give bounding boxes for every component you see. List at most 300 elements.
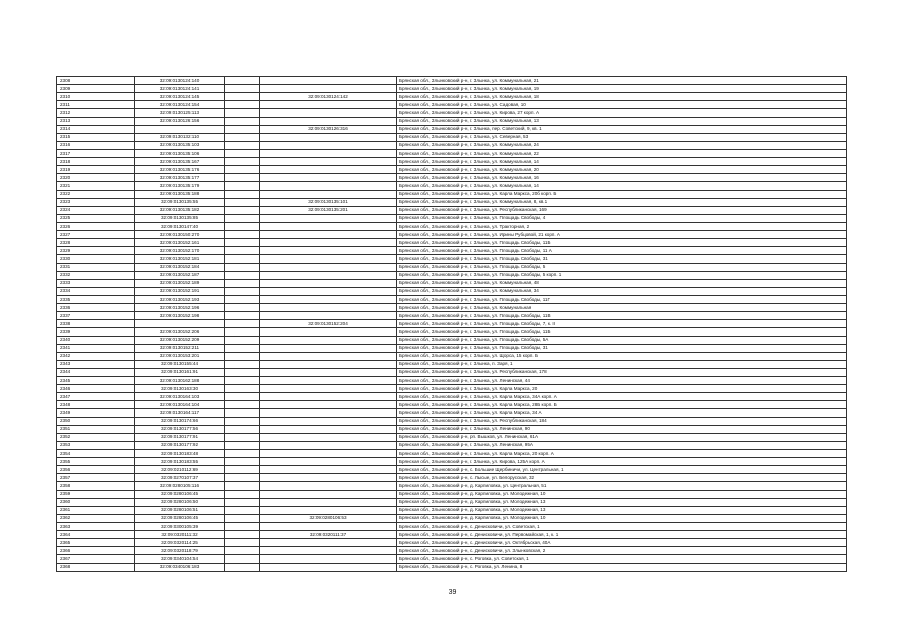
address-cell: Брянская обл., Злынковский р-н, с. Роговка, ул. Советская, 1 xyxy=(397,555,847,563)
table-row xyxy=(57,190,847,198)
cadastral-number-cell: 32:09:0130124:145 xyxy=(135,93,225,101)
table-row xyxy=(57,377,847,385)
table-row xyxy=(57,271,847,279)
linked-cadastral-number-cell xyxy=(260,222,397,230)
cadastral-number-cell: 32:09:0130135:106 xyxy=(135,149,225,157)
cadastral-number-cell: 32:09:0130174:66 xyxy=(135,417,225,425)
table-row xyxy=(57,109,847,117)
address-cell: Брянская обл., Злынковский р-н, г. Злынка, ул. Республиканская, 178 xyxy=(397,368,847,376)
address-cell: Брянская обл., Злынковский р-н, с. Денисковичи, ул. Советская, 1 xyxy=(397,523,847,531)
cadastral-number-cell: 32:09:0130152:181 xyxy=(135,255,225,263)
linked-cadastral-number-cell xyxy=(260,328,397,336)
table-row xyxy=(57,133,847,141)
blank-cell xyxy=(225,368,260,376)
blank-cell xyxy=(225,563,260,571)
blank-cell xyxy=(225,450,260,458)
cadastral-number-cell: 32:09:0130177:56 xyxy=(135,425,225,433)
table-row xyxy=(57,425,847,433)
row-number-cell: 2317 xyxy=(57,149,135,157)
blank-cell xyxy=(225,506,260,514)
cadastral-number-cell: 32:09:0130124:154 xyxy=(135,101,225,109)
cadastral-number-cell: 32:09:0130135:188 xyxy=(135,190,225,198)
linked-cadastral-number-cell xyxy=(260,190,397,198)
blank-cell xyxy=(225,85,260,93)
blank-cell xyxy=(225,304,260,312)
blank-cell xyxy=(225,166,260,174)
linked-cadastral-number-cell xyxy=(260,182,397,190)
linked-cadastral-number-cell xyxy=(260,239,397,247)
cadastral-number-cell: 32:09:0130177:91 xyxy=(135,433,225,441)
address-cell: Брянская обл., Злынковский р-н, г. Злынка, ул. Ирины Рубцовой, 21 корп. А xyxy=(397,231,847,239)
linked-cadastral-number-cell xyxy=(260,271,397,279)
cadastral-number-cell: 32:09:0130183:48 xyxy=(135,450,225,458)
table-row xyxy=(57,279,847,287)
table-row xyxy=(57,336,847,344)
table-row xyxy=(57,417,847,425)
row-number-cell: 2348 xyxy=(57,401,135,409)
address-cell: Брянская обл., Злынковский р-н, с. Денисковичи, ул. Злынковская, 2 xyxy=(397,547,847,555)
row-number-cell: 2323 xyxy=(57,198,135,206)
blank-cell xyxy=(225,190,260,198)
blank-cell xyxy=(225,441,260,449)
table-row xyxy=(57,466,847,474)
blank-cell xyxy=(225,101,260,109)
page-number: 39 xyxy=(448,589,457,596)
table-row xyxy=(57,93,847,101)
row-number-cell: 2337 xyxy=(57,312,135,320)
table-row xyxy=(57,514,847,522)
table-row xyxy=(57,77,847,85)
address-cell: Брянская обл., Злынковский р-н, г. Злынка, пер. Советский, 9, кв. 1 xyxy=(397,125,847,133)
linked-cadastral-number-cell xyxy=(260,231,397,239)
cadastral-number-cell: 32:09:0130161:91 xyxy=(135,368,225,376)
address-cell: Брянская обл., Злынковский р-н, г. Злынка, ул. Площадь Свободы, 5А xyxy=(397,336,847,344)
blank-cell xyxy=(225,255,260,263)
row-number-cell: 2341 xyxy=(57,344,135,352)
row-number-cell: 2350 xyxy=(57,417,135,425)
blank-cell xyxy=(225,206,260,214)
blank-cell xyxy=(225,360,260,368)
cadastral-number-cell: 32:09:0340104:54 xyxy=(135,555,225,563)
table-row xyxy=(57,401,847,409)
cadastral-number-cell: 32:09:0130153:201 xyxy=(135,352,225,360)
cadastral-number-cell xyxy=(135,320,225,328)
blank-cell xyxy=(225,214,260,222)
table-row xyxy=(57,547,847,555)
linked-cadastral-number-cell xyxy=(260,352,397,360)
cadastral-number-cell: 32:09:0130126:156 xyxy=(135,117,225,125)
cadastral-number-cell: 32:09:0130152:198 xyxy=(135,312,225,320)
table-row xyxy=(57,498,847,506)
linked-cadastral-number-cell xyxy=(260,166,397,174)
table-row xyxy=(57,231,847,239)
row-number-cell: 2310 xyxy=(57,93,135,101)
table-row xyxy=(57,393,847,401)
row-number-cell: 2349 xyxy=(57,409,135,417)
blank-cell xyxy=(225,239,260,247)
table-row xyxy=(57,125,847,133)
address-cell: Брянская обл., Злынковский р-н, г. Злынка, ул. Карла Маркса, 34А корп. А xyxy=(397,393,847,401)
blank-cell xyxy=(225,295,260,303)
row-number-cell: 2360 xyxy=(57,498,135,506)
cadastral-number-cell: 32:09:0130124:141 xyxy=(135,85,225,93)
cadastral-number-cell: 32:09:0130135:182 xyxy=(135,206,225,214)
row-number-cell: 2318 xyxy=(57,158,135,166)
table-row xyxy=(57,563,847,571)
blank-cell xyxy=(225,77,260,85)
linked-cadastral-number-cell xyxy=(260,368,397,376)
row-number-cell: 2343 xyxy=(57,360,135,368)
row-number-cell: 2325 xyxy=(57,214,135,222)
address-cell: Брянская обл., Злынковский р-н, г. Злынка, ул. Площадь Свободы, 7, к. II xyxy=(397,320,847,328)
row-number-cell: 2320 xyxy=(57,174,135,182)
row-number-cell: 2335 xyxy=(57,295,135,303)
blank-cell xyxy=(225,133,260,141)
row-number-cell: 2342 xyxy=(57,352,135,360)
cadastral-number-cell: 32:09:0340106:183 xyxy=(135,563,225,571)
address-cell: Брянская обл., Злынковский р-н, г. Злынка, ул. Площадь Свободы, 11Г xyxy=(397,295,847,303)
table-row xyxy=(57,555,847,563)
cadastral-number-cell: 32:09:0130135:176 xyxy=(135,166,225,174)
row-number-cell: 2355 xyxy=(57,458,135,466)
cadastral-number-cell: 32:09:0130164:104 xyxy=(135,401,225,409)
row-number-cell: 2313 xyxy=(57,117,135,125)
address-cell: Брянская обл., Злынковский р-н, г. Злынка, ул. Площадь Свободы, 31 xyxy=(397,344,847,352)
blank-cell xyxy=(225,125,260,133)
row-number-cell: 2340 xyxy=(57,336,135,344)
address-cell: Брянская обл., Злынковский р-н, г. Злынка, ул. Коммунальная, 48 xyxy=(397,279,847,287)
linked-cadastral-number-cell xyxy=(260,523,397,531)
cadastral-number-cell: 32:09:0210112:69 xyxy=(135,466,225,474)
cadastral-number-cell: 32:09:0130177:92 xyxy=(135,441,225,449)
table-row xyxy=(57,531,847,539)
table-row xyxy=(57,158,847,166)
cadastral-number-cell: 32:09:0130124:140 xyxy=(135,77,225,85)
blank-cell xyxy=(225,336,260,344)
address-cell: Брянская обл., Злынковский р-н, г. Злынка, ул. Коммунальная, 22 xyxy=(397,149,847,157)
linked-cadastral-number-cell xyxy=(260,312,397,320)
cadastral-number-cell: 32:09:0130152:161 xyxy=(135,239,225,247)
address-cell: Брянская обл., Злынковский р-н, г. Злынка, ул. Коммунальная, 14 xyxy=(397,182,847,190)
blank-cell xyxy=(225,474,260,482)
cadastral-number-cell: 32:09:0320111:32 xyxy=(135,531,225,539)
blank-cell xyxy=(225,531,260,539)
row-number-cell: 2308 xyxy=(57,77,135,85)
table-row xyxy=(57,328,847,336)
blank-cell xyxy=(225,466,260,474)
table-row xyxy=(57,304,847,312)
row-number-cell: 2366 xyxy=(57,547,135,555)
table-row xyxy=(57,490,847,498)
table-row xyxy=(57,247,847,255)
linked-cadastral-number-cell xyxy=(260,555,397,563)
row-number-cell: 2316 xyxy=(57,141,135,149)
linked-cadastral-number-cell xyxy=(260,336,397,344)
linked-cadastral-number-cell xyxy=(260,393,397,401)
blank-cell xyxy=(225,547,260,555)
address-cell: Брянская обл., Злынковский р-н, г. Злынка, ул. Северная, 53 xyxy=(397,133,847,141)
address-cell: Брянская обл., Злынковский р-н, г. Злынка, ул. Площадь Свободы, 31 xyxy=(397,255,847,263)
address-cell: Брянская обл., Злынковский р-н, г. Злынка, ул. Республиканская, 184 xyxy=(397,417,847,425)
linked-cadastral-number-cell xyxy=(260,263,397,271)
address-cell: Брянская обл., Злынковский р-н, г. Злынка, ул. Карла Маркса, 20 xyxy=(397,385,847,393)
linked-cadastral-number-cell xyxy=(260,149,397,157)
table-row xyxy=(57,214,847,222)
address-cell: Брянская обл., Злынковский р-н, г. Злынка, ул. Ленинская, 95А xyxy=(397,441,847,449)
row-number-cell: 2339 xyxy=(57,328,135,336)
table-row xyxy=(57,441,847,449)
linked-cadastral-number-cell xyxy=(260,174,397,182)
row-number-cell: 2334 xyxy=(57,287,135,295)
cadastral-number-cell: 32:09:0130132:110 xyxy=(135,133,225,141)
table-row xyxy=(57,433,847,441)
row-number-cell: 2332 xyxy=(57,271,135,279)
blank-cell xyxy=(225,231,260,239)
address-cell: Брянская обл., Злынковский р-н, г. Злынка, ул. Карла Маркса, 20 корп. А xyxy=(397,450,847,458)
address-cell: Брянская обл., Злынковский р-н, г. Злынка, ул. Коммунальная, 19 xyxy=(397,85,847,93)
linked-cadastral-number-cell xyxy=(260,255,397,263)
table-row xyxy=(57,182,847,190)
address-cell: Брянская обл., Злынковский р-н, г. Злынка, ул. Коммунальная, 13 xyxy=(397,117,847,125)
blank-cell xyxy=(225,141,260,149)
blank-cell xyxy=(225,149,260,157)
row-number-cell: 2353 xyxy=(57,441,135,449)
row-number-cell: 2344 xyxy=(57,368,135,376)
table-row xyxy=(57,85,847,93)
address-cell: Брянская обл., Злынковский р-н, г. Злынка, ул. Коммунальная, 20 xyxy=(397,166,847,174)
row-number-cell: 2336 xyxy=(57,304,135,312)
register-table xyxy=(56,76,847,572)
cadastral-number-cell: 32:09:0320118:79 xyxy=(135,547,225,555)
linked-cadastral-number-cell xyxy=(260,287,397,295)
row-number-cell: 2333 xyxy=(57,279,135,287)
table-row xyxy=(57,101,847,109)
blank-cell xyxy=(225,458,260,466)
address-cell: Брянская обл., Злынковский р-н, с. Роговка, ул. Ленина, 8 xyxy=(397,563,847,571)
table-row xyxy=(57,166,847,174)
linked-cadastral-number-cell xyxy=(260,425,397,433)
cadastral-number-cell: 32:09:0130150:270 xyxy=(135,231,225,239)
table-row xyxy=(57,312,847,320)
linked-cadastral-number-cell xyxy=(260,441,397,449)
blank-cell xyxy=(225,93,260,101)
linked-cadastral-number-cell xyxy=(260,304,397,312)
table-row xyxy=(57,320,847,328)
cadastral-number-cell: 32:09:0130164:117 xyxy=(135,409,225,417)
table-row xyxy=(57,222,847,230)
row-number-cell: 2319 xyxy=(57,166,135,174)
cadastral-number-cell: 32:09:0320114:25 xyxy=(135,539,225,547)
blank-cell xyxy=(225,182,260,190)
cadastral-number-cell: 32:09:0130163:30 xyxy=(135,385,225,393)
blank-cell xyxy=(225,328,260,336)
address-cell: Брянская обл., Злынковский р-н, г. Злынка, п. Заря, 1 xyxy=(397,360,847,368)
address-cell: Брянская обл., Злынковский р-н, д. Карпиловка, ул. Молодежная, 13 xyxy=(397,506,847,514)
row-number-cell: 2361 xyxy=(57,506,135,514)
table-row xyxy=(57,523,847,531)
cadastral-number-cell: 32:09:0280106:45 xyxy=(135,514,225,522)
blank-cell xyxy=(225,401,260,409)
cadastral-number-cell: 32:09:0130135:167 xyxy=(135,158,225,166)
blank-cell xyxy=(225,263,260,271)
linked-cadastral-number-cell: 32:09:0130126:316 xyxy=(260,125,397,133)
table-row xyxy=(57,482,847,490)
linked-cadastral-number-cell xyxy=(260,563,397,571)
linked-cadastral-number-cell xyxy=(260,360,397,368)
cadastral-number-cell xyxy=(135,125,225,133)
row-number-cell: 2345 xyxy=(57,377,135,385)
address-cell: Брянская обл., Злынковский р-н, с. Денисковичи, ул. Первомайская, 1, к. 1 xyxy=(397,531,847,539)
blank-cell xyxy=(225,385,260,393)
cadastral-number-cell: 32:09:0130135:179 xyxy=(135,182,225,190)
linked-cadastral-number-cell xyxy=(260,506,397,514)
cadastral-number-cell: 32:09:0280106:51 xyxy=(135,506,225,514)
row-number-cell: 2363 xyxy=(57,523,135,531)
linked-cadastral-number-cell: 32:09:0130135:101 xyxy=(260,198,397,206)
address-cell: Брянская обл., Злынковский р-н, рп. Вышков, ул. Ленинская, 61А xyxy=(397,433,847,441)
row-number-cell: 2324 xyxy=(57,206,135,214)
blank-cell xyxy=(225,377,260,385)
address-cell: Брянская обл., Злынковский р-н, г. Злынка, ул. Площадь Свободы, 4 xyxy=(397,214,847,222)
row-number-cell: 2329 xyxy=(57,247,135,255)
cadastral-number-cell: 32:09:0130125:113 xyxy=(135,109,225,117)
row-number-cell: 2367 xyxy=(57,555,135,563)
linked-cadastral-number-cell xyxy=(260,377,397,385)
table-row xyxy=(57,368,847,376)
row-number-cell: 2315 xyxy=(57,133,135,141)
blank-cell xyxy=(225,417,260,425)
address-cell: Брянская обл., Злынковский р-н, г. Злынка, ул. Тракторная, 2 xyxy=(397,222,847,230)
blank-cell xyxy=(225,320,260,328)
table-row xyxy=(57,117,847,125)
address-cell: Брянская обл., Злынковский р-н, г. Злынка, ул. Площадь Свободы, 11 А xyxy=(397,247,847,255)
table-row xyxy=(57,360,847,368)
row-number-cell: 2312 xyxy=(57,109,135,117)
row-number-cell: 2356 xyxy=(57,466,135,474)
linked-cadastral-number-cell: 32:09:0320111:37 xyxy=(260,531,397,539)
blank-cell xyxy=(225,344,260,352)
linked-cadastral-number-cell xyxy=(260,247,397,255)
row-number-cell: 2326 xyxy=(57,222,135,230)
cadastral-number-cell: 32:09:0130147:40 xyxy=(135,222,225,230)
table-row xyxy=(57,385,847,393)
linked-cadastral-number-cell xyxy=(260,101,397,109)
row-number-cell: 2328 xyxy=(57,239,135,247)
linked-cadastral-number-cell xyxy=(260,547,397,555)
linked-cadastral-number-cell xyxy=(260,141,397,149)
linked-cadastral-number-cell xyxy=(260,344,397,352)
linked-cadastral-number-cell: 32:09:0280106:53 xyxy=(260,514,397,522)
table-row xyxy=(57,141,847,149)
blank-cell xyxy=(225,539,260,547)
linked-cadastral-number-cell xyxy=(260,295,397,303)
linked-cadastral-number-cell xyxy=(260,482,397,490)
blank-cell xyxy=(225,409,260,417)
row-number-cell: 2311 xyxy=(57,101,135,109)
cadastral-number-cell: 32:09:0130164:103 xyxy=(135,393,225,401)
row-number-cell: 2354 xyxy=(57,450,135,458)
linked-cadastral-number-cell xyxy=(260,214,397,222)
table-row xyxy=(57,409,847,417)
table-row xyxy=(57,198,847,206)
cadastral-number-cell: 32:09:0130152:206 xyxy=(135,328,225,336)
table-row xyxy=(57,149,847,157)
cadastral-number-cell: 32:09:0130135:103 xyxy=(135,141,225,149)
table-row xyxy=(57,295,847,303)
address-cell: Брянская обл., Злынковский р-н, г. Злынка, ул. Коммунальная, 8, кв.1 xyxy=(397,198,847,206)
blank-cell xyxy=(225,514,260,522)
linked-cadastral-number-cell xyxy=(260,450,397,458)
row-number-cell: 2365 xyxy=(57,539,135,547)
linked-cadastral-number-cell xyxy=(260,466,397,474)
linked-cadastral-number-cell xyxy=(260,539,397,547)
address-cell: Брянская обл., Злынковский р-н, д. Карпиловка, ул. Молодежная, 10 xyxy=(397,514,847,522)
register-table-body xyxy=(57,77,847,572)
address-cell: Брянская обл., Злынковский р-н, г. Злынка, ул. Коммунальная, 34 xyxy=(397,287,847,295)
row-number-cell: 2346 xyxy=(57,385,135,393)
blank-cell xyxy=(225,523,260,531)
address-cell: Брянская обл., Злынковский р-н, г. Злынка, ул. Карла Маркса, 28Б корп. Б xyxy=(397,401,847,409)
row-number-cell: 2314 xyxy=(57,125,135,133)
linked-cadastral-number-cell xyxy=(260,385,397,393)
address-cell: Брянская обл., Злынковский р-н, г. Злынка, ул. Республиканская, 169 xyxy=(397,206,847,214)
table-row xyxy=(57,539,847,547)
table-row xyxy=(57,263,847,271)
blank-cell xyxy=(225,279,260,287)
address-cell: Брянская обл., Злынковский р-н, г. Злынка, ул. Садовая, 10 xyxy=(397,101,847,109)
address-cell: Брянская обл., Злынковский р-н, г. Злынка, ул. Коммунальная, 21 xyxy=(397,77,847,85)
table-row xyxy=(57,458,847,466)
blank-cell xyxy=(225,425,260,433)
row-number-cell: 2309 xyxy=(57,85,135,93)
linked-cadastral-number-cell xyxy=(260,498,397,506)
row-number-cell: 2357 xyxy=(57,474,135,482)
linked-cadastral-number-cell: 32:09:0130152:204 xyxy=(260,320,397,328)
blank-cell xyxy=(225,498,260,506)
cadastral-number-cell: 32:09:0130152:211 xyxy=(135,344,225,352)
row-number-cell: 2330 xyxy=(57,255,135,263)
cadastral-number-cell: 32:09:0130152:193 xyxy=(135,295,225,303)
cadastral-number-cell: 32:09:0130152:170 xyxy=(135,247,225,255)
linked-cadastral-number-cell xyxy=(260,401,397,409)
table-row xyxy=(57,174,847,182)
blank-cell xyxy=(225,247,260,255)
linked-cadastral-number-cell xyxy=(260,117,397,125)
address-cell: Брянская обл., Злынковский р-н, д. Карпиловка, ул. Центральная, 51 xyxy=(397,482,847,490)
address-cell: Брянская обл., Злынковский р-н, г. Злынка, ул. Ленинская, 90 xyxy=(397,425,847,433)
cadastral-number-cell: 32:09:0130135:177 xyxy=(135,174,225,182)
row-number-cell: 2351 xyxy=(57,425,135,433)
cadastral-number-cell: 32:09:0130152:184 xyxy=(135,263,225,271)
address-cell: Брянская обл., Злынковский р-н, с. Лысые, ул. Белорусская, 32 xyxy=(397,474,847,482)
linked-cadastral-number-cell: 32:09:0130124:142 xyxy=(260,93,397,101)
cadastral-number-cell: 32:09:0130155:44 xyxy=(135,360,225,368)
row-number-cell: 2358 xyxy=(57,482,135,490)
address-cell: Брянская обл., Злынковский р-н, д. Карпиловка, ул. Молодежная, 13 xyxy=(397,498,847,506)
cadastral-number-cell: 32:09:0130152:189 xyxy=(135,279,225,287)
address-cell: Брянская обл., Злынковский р-н, г. Злынка, ул. Кирова, 27 корп. А xyxy=(397,109,847,117)
row-number-cell: 2362 xyxy=(57,514,135,522)
blank-cell xyxy=(225,109,260,117)
row-number-cell: 2368 xyxy=(57,563,135,571)
table-row xyxy=(57,206,847,214)
linked-cadastral-number-cell xyxy=(260,279,397,287)
blank-cell xyxy=(225,312,260,320)
linked-cadastral-number-cell xyxy=(260,109,397,117)
blank-cell xyxy=(225,117,260,125)
linked-cadastral-number-cell xyxy=(260,490,397,498)
row-number-cell: 2321 xyxy=(57,182,135,190)
